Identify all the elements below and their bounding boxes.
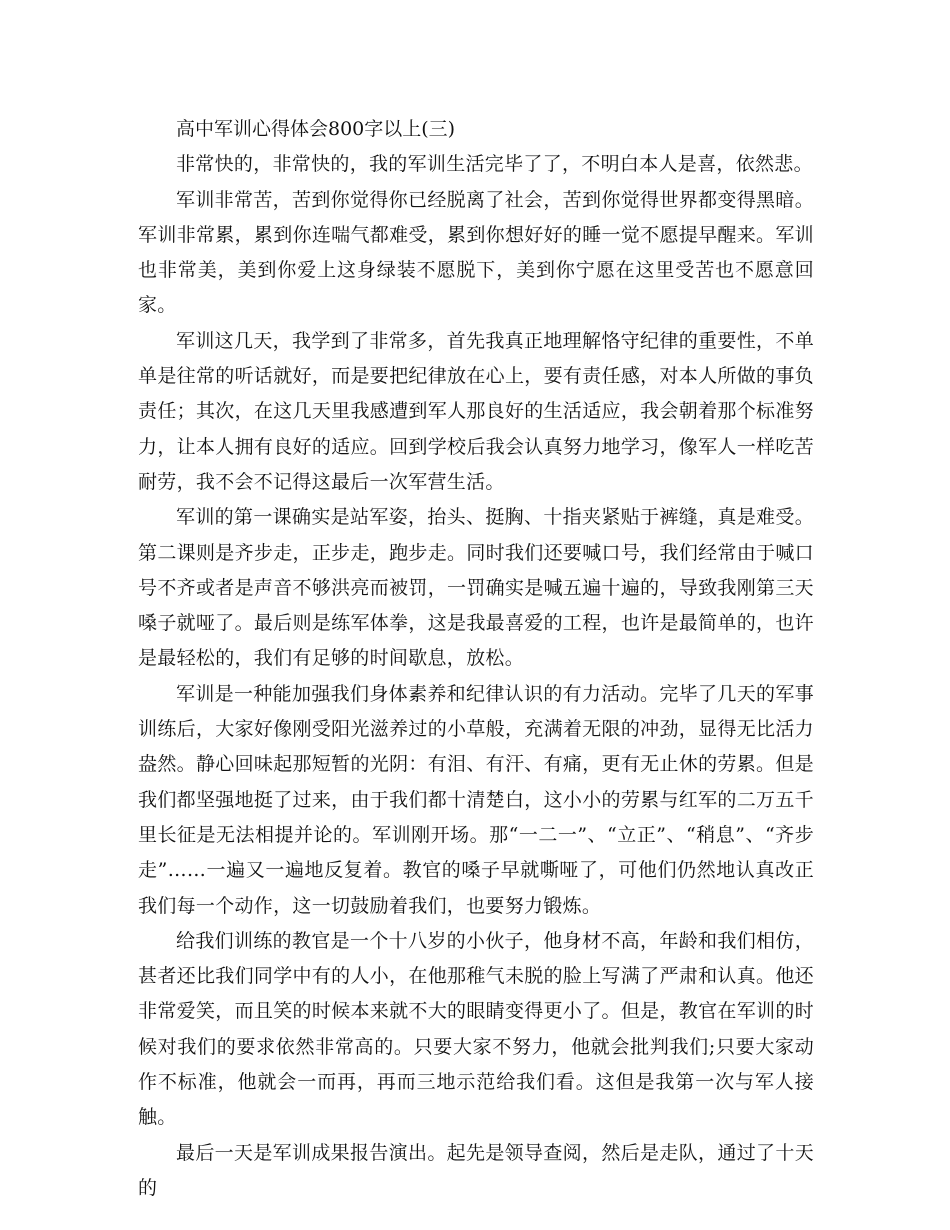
document-title: 高中军训心得体会800字以上(三) xyxy=(176,118,456,140)
paragraph-7: 最后一天是军训成果报告演出。起先是领导查阅，然后是走队，通过了十天的 xyxy=(138,1141,814,1199)
document-body xyxy=(138,112,814,1206)
paragraph-1: 非常快的，非常快的，我的军训生活完毕了了，不明白本人是喜，依然悲。 xyxy=(176,153,813,176)
paragraph-4: 军训的第一课确实是站军姿，抬头、挺胸、十指夹紧贴于裤缝，真是难受。第二课则是齐步走，正步走，跑步走。同时我们还要喊口号，我们经常由于喊口号不齐或者是声音不够洪亮而被罚，一罚确实是喊五遍十遍的，导致我刚第三天嗓子就哑了。最后则是练军体拳，这是我最喜爱的工程，也许是最简单的，也许是最轻松的，我们有足够的时间歇息，放松。 xyxy=(138,506,814,670)
paragraph-6: 给我们训练的教官是一个十八岁的小伙子，他身材不高，年龄和我们相仿，甚者还比我们同学中有的人小，在他那稚气未脱的脸上写满了严肃和认真。他还非常爱笑，而且笑的时候本来就不大的眼睛变得更小了。但是，教官在军训的时候对我们的要求依然非常高的。只要大家不努力，他就会批判我们;只要大家动作不标准，他就会一而再，再而三地示范给我们看。这但是我第一次与军人接触。 xyxy=(138,929,814,1129)
paragraph-2: 军训非常苦，苦到你觉得你已经脱离了社会，苦到你觉得世界都变得黑暗。军训非常累，累到你连喘气都难受，累到你想好好的睡一觉不愿提早醒来。军训也非常美，美到你爱上这身绿装不愿脱下，美到你宁愿在这里受苦也不愿意回家。 xyxy=(138,188,814,317)
paragraph-5: 军训是一种能加强我们身体素养和纪律认识的有力活动。完毕了几天的军事训练后，大家好像刚受阳光滋养过的小草般，充满着无限的冲劲，显得无比活力盎然。静心回味起那短暂的光阴：有泪、有汗、有痛，更有无止休的劳累。但是我们都坚强地挺了过来，由于我们都十清楚白，这小小的劳累与红军的二万五千里长征是无法相提并论的。军训刚开场。那“一二一”、“立正”、“稍息”、“齐步走”……一遍又一遍地反复着。教官的嗓子早就嘶哑了，可他们仍然地认真改正我们每一个动作，这一切鼓励着我们，也要努力锻炼。 xyxy=(138,682,814,917)
paragraph-3: 军训这几天，我学到了非常多，首先我真正地理解恪守纪律的重要性，不单单是往常的听话就好，而是要把纪律放在心上，要有责任感，对本人所做的事负责任；其次，在这几天里我感遭到军人那良好的生活适应，我会朝着那个标准努力，让本人拥有良好的适应。回到学校后我会认真努力地学习，像军人一样吃苦耐劳，我不会不记得这最后一次军营生活。 xyxy=(138,329,814,493)
